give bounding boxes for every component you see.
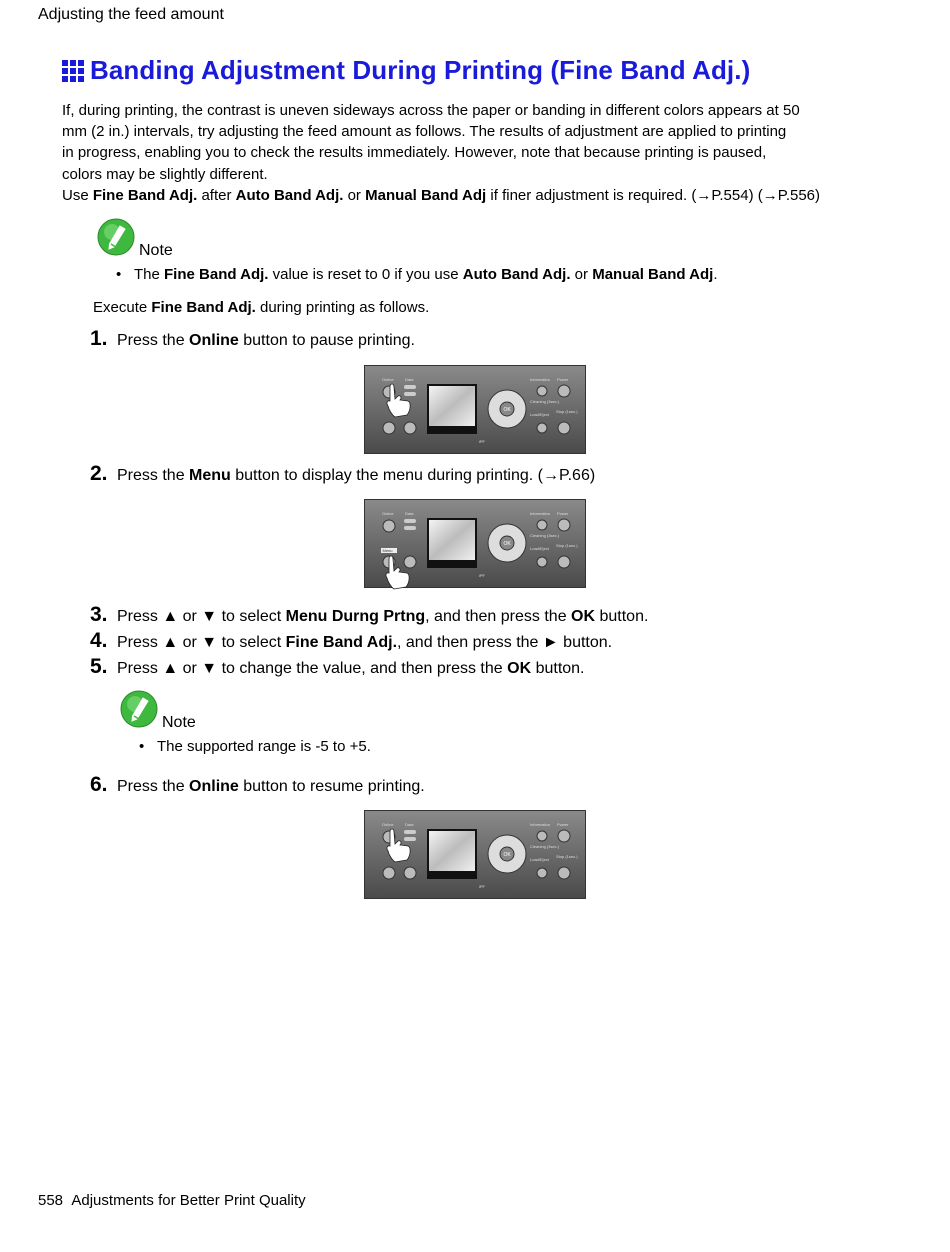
data-label: Data (405, 377, 414, 382)
cleaning-label: Cleaning (3sec.) (530, 399, 560, 404)
intro-line: If, during printing, the contrast is uneven sideways across the paper or banding in different colors appears at 50 (62, 102, 800, 119)
page-number: 558 (38, 1192, 64, 1209)
text: button to pause printing. (238, 332, 415, 349)
bullet: • (116, 266, 122, 283)
grid-icon (62, 60, 84, 82)
text: Press ▲ or ▼ to change the value, and then press the (117, 660, 508, 677)
text: button. (595, 608, 649, 625)
load-eject-label: Load/Eject (530, 857, 549, 862)
step-number: 2. (90, 462, 108, 485)
intro-use-line (62, 185, 852, 206)
text: if finer adjustment is required. (→P.554) (→P.556) (486, 186, 821, 204)
section-heading (62, 55, 750, 86)
text: . (713, 266, 718, 283)
bold-text: Menu (189, 467, 231, 484)
bold-text: Online (189, 778, 239, 795)
chapter-title: Adjustments for Better Print Quality (71, 1192, 306, 1209)
bold-text: Auto Band Adj. (235, 186, 344, 204)
note-item (139, 738, 371, 755)
note-text: The supported range is -5 to +5. (157, 738, 371, 755)
text: Press ▲ or ▼ to select (117, 634, 286, 651)
online-label: Online (382, 511, 394, 516)
text: Execute (93, 299, 152, 316)
load-eject-label: Load/Eject (530, 412, 549, 417)
step-text (117, 467, 595, 485)
load-eject-label: Load/Eject (530, 546, 549, 551)
information-label: Information (530, 377, 551, 382)
bold-text: Fine Band Adj. (285, 634, 398, 651)
ok-label: OK (503, 852, 511, 858)
step-1 (90, 327, 415, 351)
model-label: iPF (479, 439, 485, 444)
bold-text: OK (571, 608, 596, 625)
step-4 (90, 629, 612, 653)
model-label: iPF (479, 884, 485, 889)
bold-text: Menu Durng Prtng (285, 608, 426, 625)
cleaning-label: Cleaning (3sec.) (530, 844, 560, 849)
bold-text: Fine Band Adj. (164, 266, 269, 283)
data-label: Data (405, 511, 414, 516)
text: Press the (117, 467, 190, 484)
text: Press the (117, 778, 190, 795)
cleaning-label: Cleaning (3sec.) (530, 533, 560, 538)
step-text (117, 332, 415, 350)
text: or (343, 186, 366, 204)
intro-line: in progress, enabling you to check the results immediately. However, note that because printing is paused, (62, 144, 767, 162)
ok-label: OK (503, 407, 511, 413)
step-number: 5. (90, 655, 108, 678)
text: button. (531, 660, 585, 677)
power-label: Power (557, 377, 569, 382)
running-header: Adjusting the feed amount (38, 6, 224, 23)
note-text (134, 266, 718, 283)
stop-label: Stop (1sec.) (556, 409, 578, 414)
step-number: 3. (90, 603, 108, 626)
text: , and then press the ► button. (397, 634, 613, 651)
note-item (116, 266, 718, 283)
information-label: Information (530, 511, 551, 516)
text: after (197, 186, 236, 204)
model-label: iPF (479, 573, 485, 578)
intro-line: mm (2 in.) intervals, try adjusting the feed amount as follows. The results of adjustment are applied to printing (62, 123, 787, 141)
text: during printing as follows. (255, 299, 430, 316)
pencil-note-icon (120, 690, 158, 728)
text: The (134, 266, 165, 283)
bullet: • (139, 738, 145, 755)
power-label: Power (557, 822, 569, 827)
online-label: Online (382, 822, 394, 827)
note-label: Note (162, 714, 196, 731)
ok-label: OK (503, 541, 511, 547)
step-number: 4. (90, 629, 108, 652)
step-5 (90, 655, 585, 679)
step-text (117, 634, 612, 652)
information-label: Information (530, 822, 551, 827)
bold-text: Online (189, 332, 239, 349)
step-number: 6. (90, 773, 108, 796)
step-text (117, 778, 425, 796)
pencil-note-icon (97, 218, 135, 256)
text: Press ▲ or ▼ to select (117, 608, 286, 625)
text: Press the (117, 332, 190, 349)
page-title: Banding Adjustment During Printing (Fine Band Adj.) (90, 55, 751, 85)
intro-line: colors may be slightly different. (62, 165, 268, 183)
bold-text: Auto Band Adj. (462, 266, 571, 283)
step-3 (90, 603, 648, 627)
step-6 (90, 773, 425, 797)
execute-line (93, 299, 429, 316)
bold-text: Fine Band Adj. (151, 299, 256, 316)
text: button to display the menu during printing. (→P.66) (230, 467, 596, 484)
bold-text: Manual Band Adj (592, 266, 714, 283)
text: button to resume printing. (238, 778, 425, 795)
step-number: 1. (90, 327, 108, 350)
bold-text: Manual Band Adj (365, 186, 487, 204)
control-panel-image-resume (364, 810, 586, 899)
control-panel-image-menu (364, 499, 586, 596)
stop-label: Stop (1sec.) (556, 543, 578, 548)
text: , and then press the (425, 608, 572, 625)
step-2 (90, 462, 595, 486)
power-label: Power (557, 511, 569, 516)
page-footer (38, 1192, 306, 1209)
bold-text: OK (507, 660, 532, 677)
step-text (117, 660, 585, 678)
data-label: Data (405, 822, 414, 827)
text: value is reset to 0 if you use (268, 266, 463, 283)
control-panel-image-online (364, 365, 586, 454)
bold-text: Fine Band Adj. (92, 186, 198, 204)
online-label: Online (382, 377, 394, 382)
stop-label: Stop (1sec.) (556, 854, 578, 859)
text: or (570, 266, 593, 283)
menu-label: Menu (382, 548, 393, 553)
note-label: Note (139, 242, 173, 259)
step-text (117, 608, 648, 626)
text: Use (62, 186, 93, 204)
intro-paragraph (62, 100, 852, 206)
